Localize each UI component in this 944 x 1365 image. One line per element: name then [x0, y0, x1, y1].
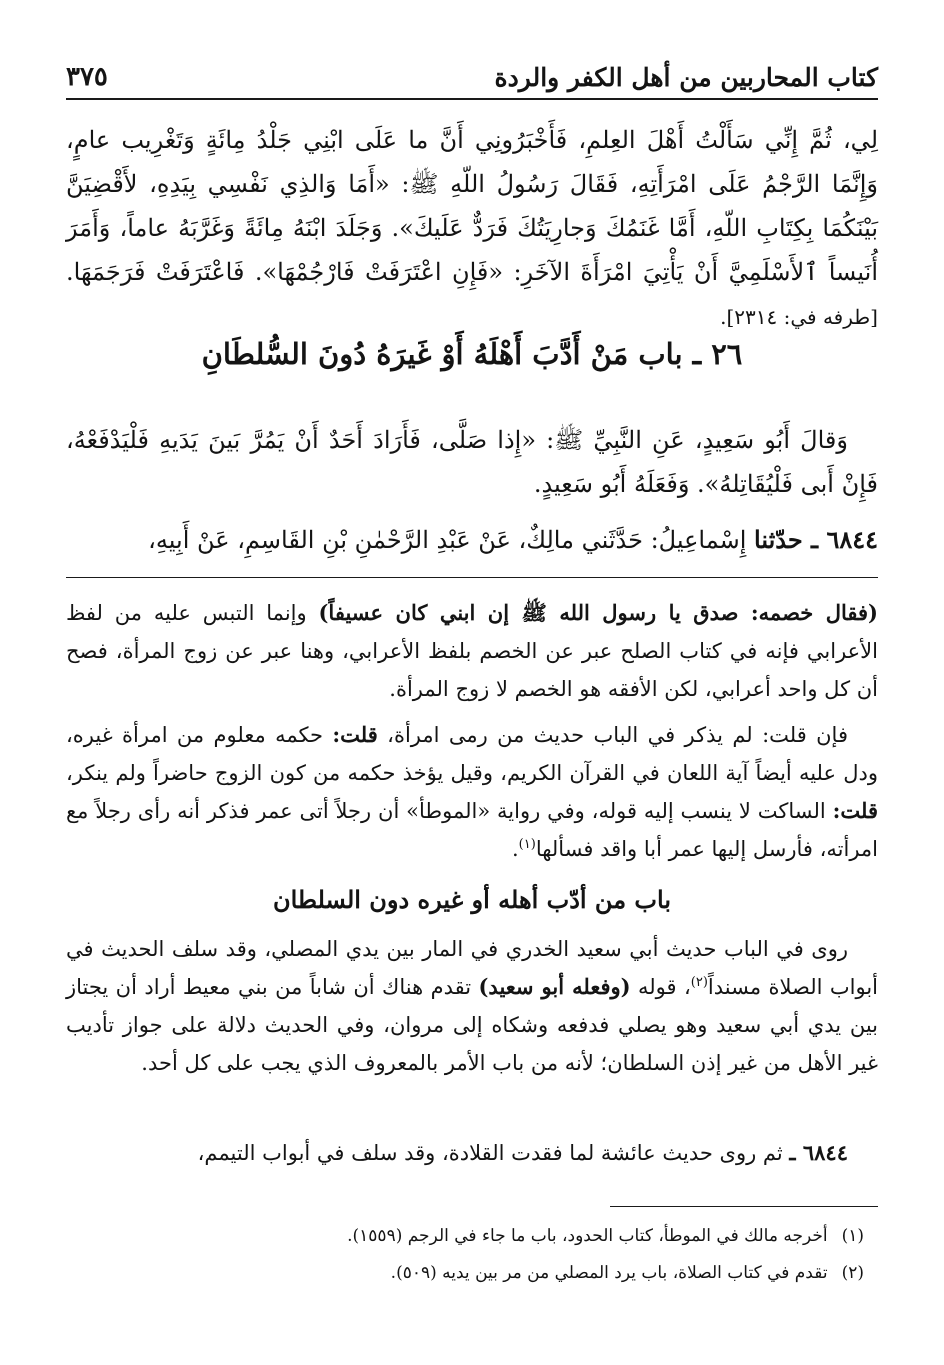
- hadith-number: ٦٨٤٤ ـ حدّثنا: [754, 525, 878, 554]
- quoted-phrase: (فقال خصمه: صدق يا رسول الله ﷺ إن ابني كان عسيفاً): [318, 600, 878, 625]
- section-divider: [66, 577, 878, 578]
- cross-reference: [طرفه في: ٢٣١٤].: [720, 305, 878, 329]
- hadith-number: ٦٨٤٤ ـ: [789, 1140, 848, 1165]
- main-paragraph: [66, 118, 878, 339]
- book-title: كتاب المحاربين من أهل الكفر والردة: [494, 63, 878, 92]
- footnote-marker[interactable]: (١): [518, 837, 536, 852]
- commentary-heading: باب من أدّب أهله أو غيره دون السلطان: [272, 885, 671, 914]
- commentary-paragraph-3: روى في الباب حديث أبي سعيد الخدري في المار بين يدي المصلي، وقد سلف الحديث في أبواب الصلاة مسنداً$^{(٢)}$، قوله (وفعله أبو سعيد) تقدم هناك أن شاباً من بني معيط أراد أن يجتاز بين يدي أبي سعيد وهو يصلي فدفعه وشكاه إلى مروان، وفي الحديث دلالة على جواز تأديب غير الأهل من غير إذن السلطان؛ لأنه من باب الأمر بالمعروف الذي يجب على كل أحد.: [66, 937, 878, 1075]
- commentary-text: ثم روى حديث عائشة لما فقدت القلادة، وقد سلف في أبواب التيمم،: [197, 1141, 783, 1165]
- footnote-divider: [610, 1206, 878, 1207]
- footnote: [66, 1221, 864, 1251]
- quoted-phrase: (وفعله أبو سعيد): [478, 974, 631, 999]
- qult-keyword: قلت:: [332, 722, 378, 747]
- footnote-text: تقدم في كتاب الصلاة، باب يرد المصلي من مر بين يديه (٥٠٩).: [390, 1263, 828, 1283]
- commentary-text: الساكت لا ينسب إليه قوله، وفي رواية «الموطأ» أن رجلاً أتى عمر فذكر أنه رأى رجلاً مع امرأته، فأرسل إليها عمر أبا واقد فسألها: [66, 799, 878, 861]
- footnote-text: أخرجه مالك في الموطأ، كتاب الحدود، باب ما جاء في الرجم (١٥٥٩).: [347, 1226, 828, 1246]
- main-text-block-2: [66, 418, 878, 506]
- hadith-text: إِسْماعِيلُ: حَدَّثَني مالِكٌ، عَنْ عَبْدِ الرَّحْمٰنِ بْنِ القَاسِمِ، عَنْ أَبِيهِ،: [148, 526, 747, 554]
- footnote: [66, 1258, 864, 1288]
- commentary-text: حكمه معلوم من امرأة غيره، ودل عليه أيضاً آية اللعان في القرآن الكريم، وقيل يؤخذ حكمه من كون الزوج حاضراً ولم ينكر،: [66, 723, 878, 785]
- footnote-number: (١): [841, 1226, 864, 1246]
- footnote-marker[interactable]: (٢): [690, 975, 708, 990]
- page-header: [66, 52, 878, 100]
- main-text-block: [66, 118, 878, 339]
- commentary-text: وإنما التبس عليه من لفظ الأعرابي فإنه في كتاب الصلح عبر عن الخصم بلفظ الأعرابي، وهنا عبر عن زوج المرأة، فصح أن كل واحد أعرابي، لكن الأفقه هو الخصم لا زوج المرأة.: [66, 601, 878, 701]
- commentary-text: تقدم هناك أن شاباً من بني معيط أراد أن يجتاز بين يدي أبي سعيد وهو يصلي فدفعه وشكاه إلى مروان، وفي الحديث دلالة على جواز تأديب غير الأهل من غير إذن السلطان؛ لأنه من باب الأمر بالمعروف الذي يجب على كل أحد.: [66, 975, 878, 1075]
- commentary-text: فإن قلت: لم يذكر في الباب حديث من رمى امرأة،: [387, 723, 848, 747]
- main-paragraph-2: وَقالَ أَبُو سَعِيدٍ، عَنِ النَّبِيِّ ﷺ: «إِذا صَلَّى، فَأَرَادَ أَحَدٌ أَنْ يَمُرَّ بَينَ يَدَيهِ فَلْيَدْفَعْهُ، فَإِنْ أَبى فَلْيُقَاتِلهُ». وَفَعَلَهُ أَبُو سَعِيدٍ.: [66, 426, 878, 498]
- hadith-line: [66, 518, 878, 562]
- qult-keyword: قلت:: [832, 798, 878, 823]
- commentary-paragraph-2: فإن قلت: لم يذكر في الباب حديث من رمى امرأة، قلت: حكمه معلوم من امرأة غيره، ودل عليه أيضاً آية اللعان في القرآن الكريم، وقيل يؤخذ حكمه من كون الزوج حاضراً ولم ينكر، قلت: الساكت لا ينسب إليه قوله، وفي رواية «الموطأ» أن رجلاً أتى عمر فذكر أنه رأى رجلاً مع امرأته، فأرسل إليها عمر أبا واقد فسألها$^{(١)}$.: [66, 722, 878, 861]
- main-paragraph-text: لِي، ثُمَّ إِنِّي سَأَلْتُ أَهْلَ العِلمِ، فَأَخْبَرُونِي أَنَّ ما عَلَى ابْنِي جَلْدُ مِائَةٍ وَتَغْرِيب عامٍ، وَإِنَّمَا الرَّجْمُ عَلَى امْرَأَتِهِ، فَقَالَ رَسُولُ اللّهِ ﷺ: «أَمَا وَالذِي نَفْسِي بِيَدِهِ، لأَقْضِيَنَّ بَيْنَكُمَا بِكِتَابِ اللّهِ، أَمَّا غَنَمُكَ وَجارِيَتُكَ فَرَدٌّ عَلَيكَ». وَجَلَدَ ابْنَهُ مِائَةً وَغَرَّبَهُ عاماً، وَأَمَرَ أُنَيساً ٱلأَسْلَمِيَّ أَنْ يَأْتِيَ امْرَأَةَ الآخَرِ: «فَإِنِ اعْتَرَفَتْ فَارْجُمْهَا». فَاعْتَرَفَتْ فَرَجَمَهَا.: [66, 126, 879, 286]
- chapter-heading: ٢٦ ـ باب مَنْ أَدَّبَ أَهْلَهُ أَوْ غَيرَهُ دُونَ السُّلطَانِ: [201, 337, 743, 371]
- footnote-number: (٢): [841, 1263, 864, 1283]
- commentary-text: روى في الباب حديث أبي سعيد الخدري في المار بين يدي المصلي، وقد سلف الحديث في أبواب الصلاة مسنداً: [66, 937, 878, 999]
- commentary-paragraph-1: [66, 594, 878, 708]
- commentary-paragraph-4: [66, 1134, 878, 1172]
- page-number: ٣٧٥: [66, 62, 108, 92]
